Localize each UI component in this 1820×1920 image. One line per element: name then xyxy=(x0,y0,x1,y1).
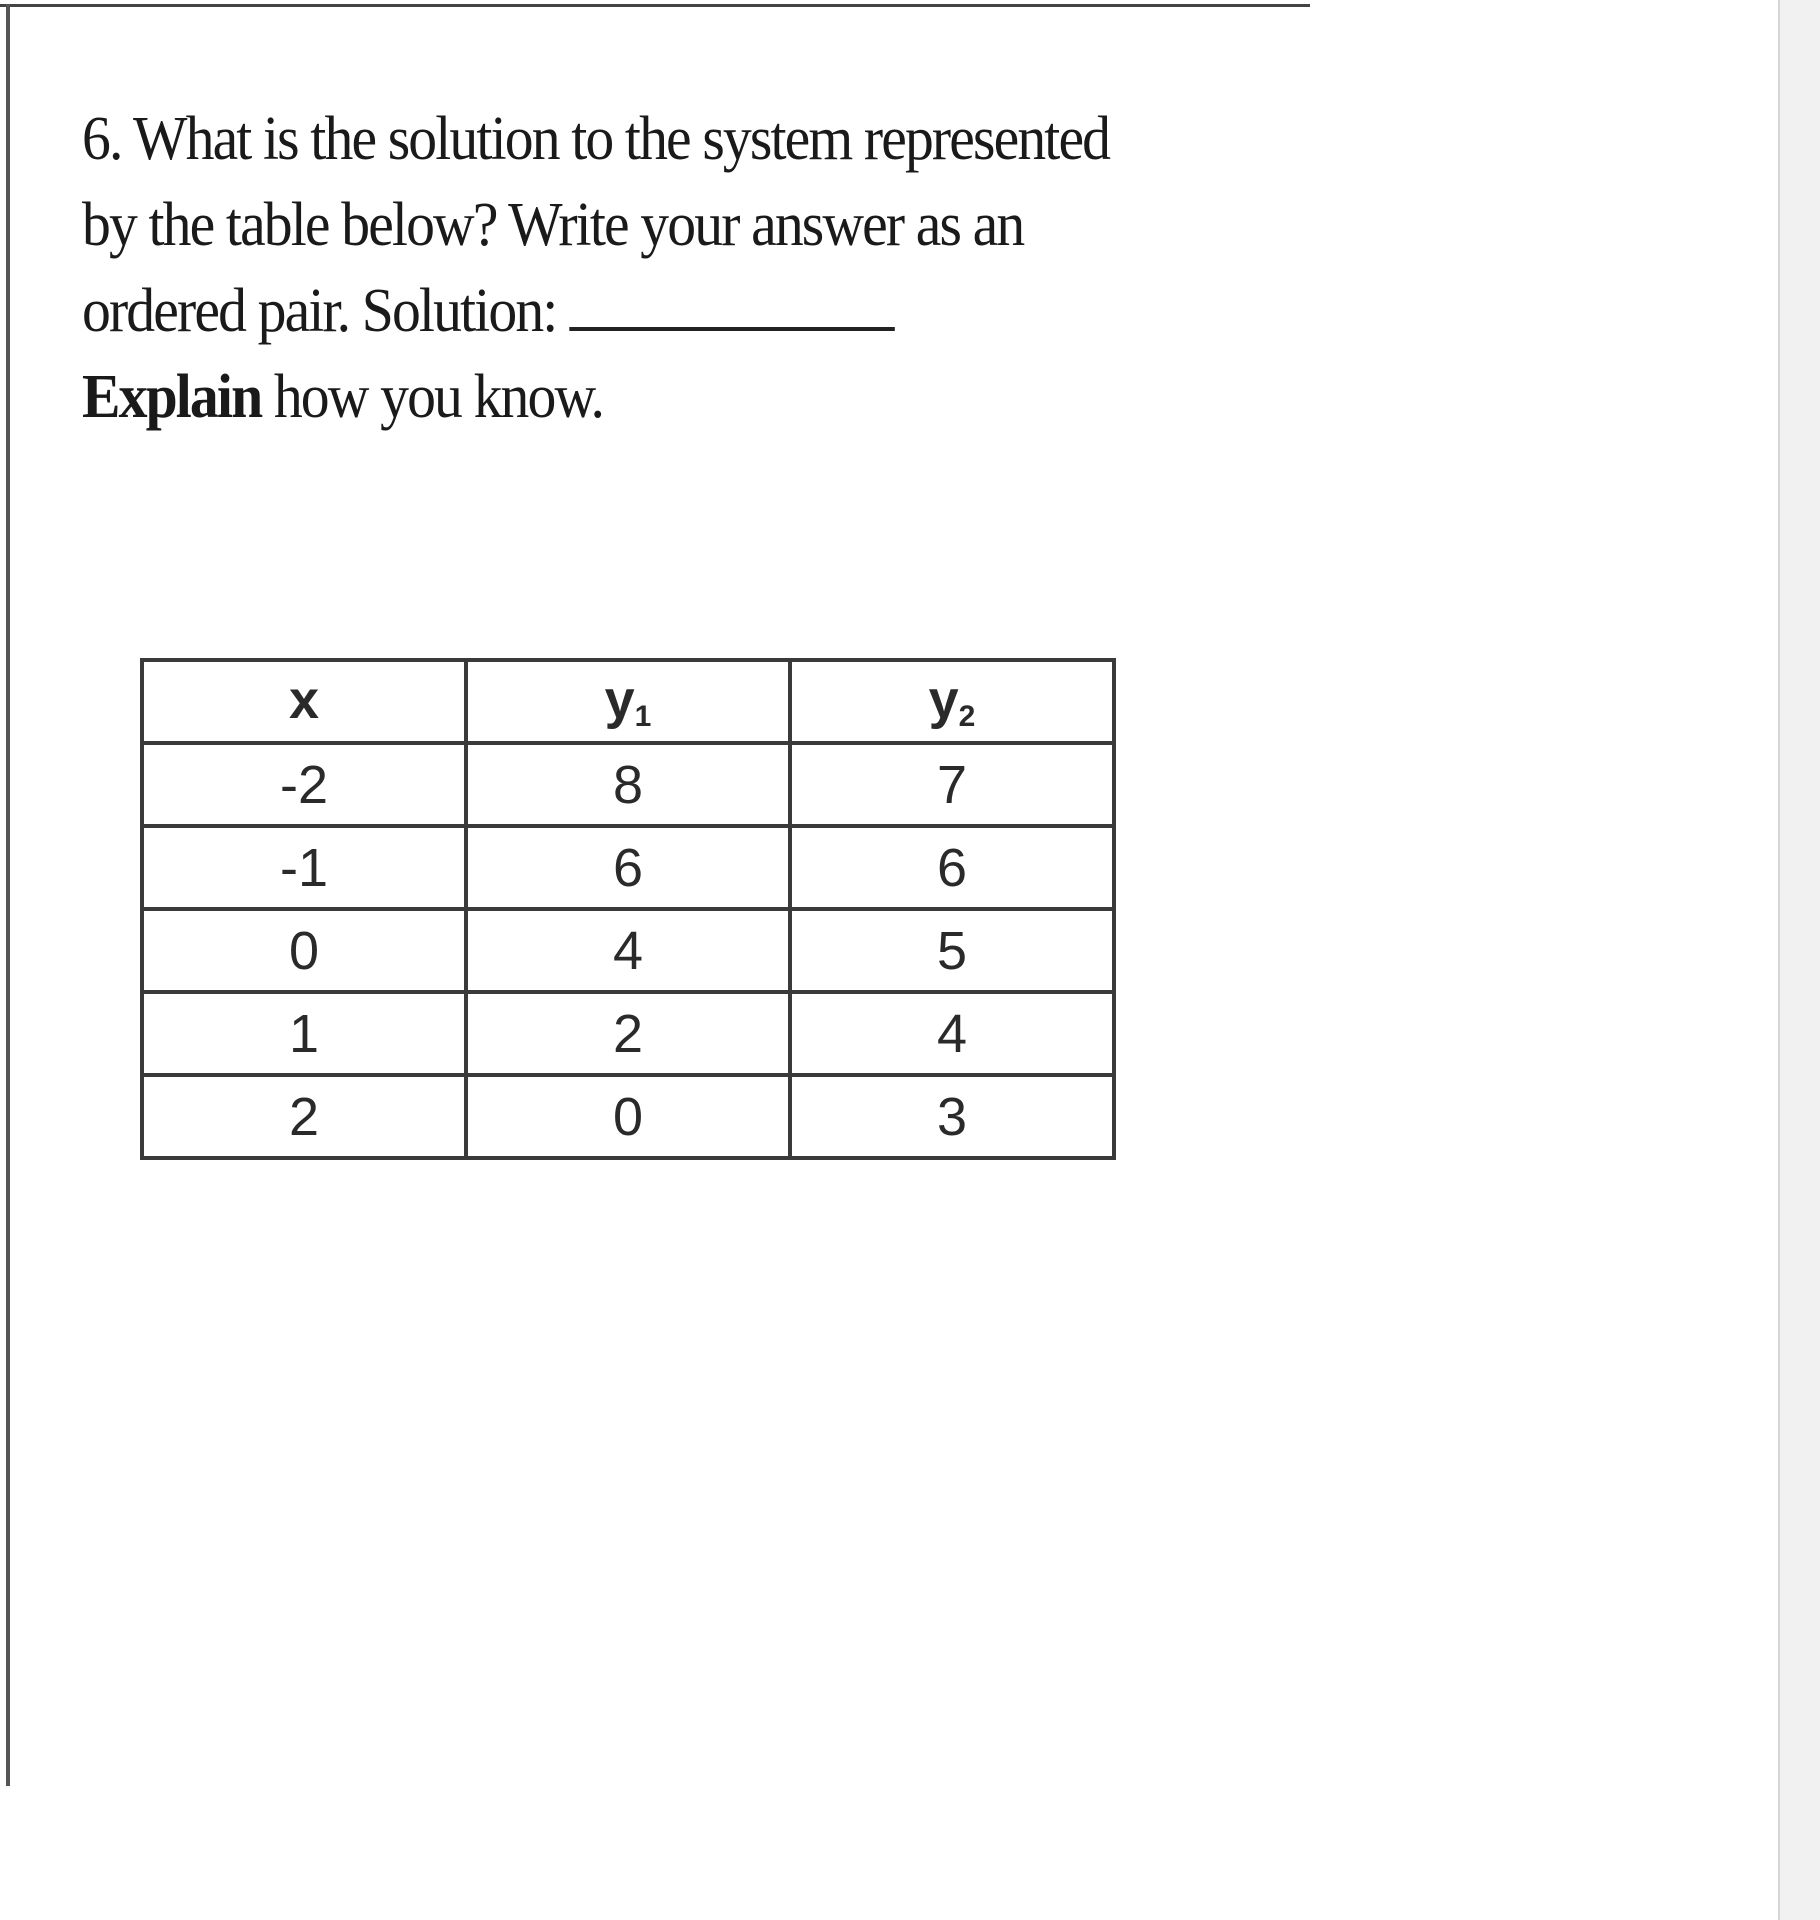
table-cell: 8 xyxy=(466,743,790,826)
header-y2: $y_2$ xyxy=(790,660,1114,743)
table-cell: -2 xyxy=(142,743,466,826)
table-cell: 3 xyxy=(790,1075,1114,1158)
table-row xyxy=(142,743,1114,826)
table-cell: 4 xyxy=(790,992,1114,1075)
table-cell: 0 xyxy=(466,1075,790,1158)
explain-label: Explain xyxy=(82,363,262,431)
scrollbar-track[interactable] xyxy=(1778,0,1820,1920)
table-row xyxy=(142,826,1114,909)
question-line-3 xyxy=(82,268,1198,354)
solution-label: ordered pair. Solution: xyxy=(82,277,557,345)
explain-text: how you know. xyxy=(261,363,604,431)
table-cell: 2 xyxy=(466,992,790,1075)
table-cell: 0 xyxy=(142,909,466,992)
table-cell: -1 xyxy=(142,826,466,909)
values-table xyxy=(140,658,1116,1160)
table-cell: 6 xyxy=(790,826,1114,909)
table-cell: 7 xyxy=(790,743,1114,826)
top-border-line xyxy=(0,4,1310,7)
table-cell: 5 xyxy=(790,909,1114,992)
question-line-2: by the table below? Write your answer as an xyxy=(82,191,1024,259)
table-row xyxy=(142,909,1114,992)
question-line-1: 6. What is the solution to the system represented xyxy=(82,105,1110,173)
question-line-4 xyxy=(82,354,1198,440)
header-x: x xyxy=(142,660,466,743)
solution-answer-blank[interactable] xyxy=(569,275,895,331)
header-y1: $y_1$ xyxy=(466,660,790,743)
table-cell: 4 xyxy=(466,909,790,992)
left-border-line xyxy=(6,4,10,1786)
table-cell: 2 xyxy=(142,1075,466,1158)
table-header-row xyxy=(142,660,1114,743)
table-cell: 1 xyxy=(142,992,466,1075)
question-text xyxy=(82,96,1198,440)
table-row xyxy=(142,1075,1114,1158)
table-row xyxy=(142,992,1114,1075)
table-cell: 6 xyxy=(466,826,790,909)
